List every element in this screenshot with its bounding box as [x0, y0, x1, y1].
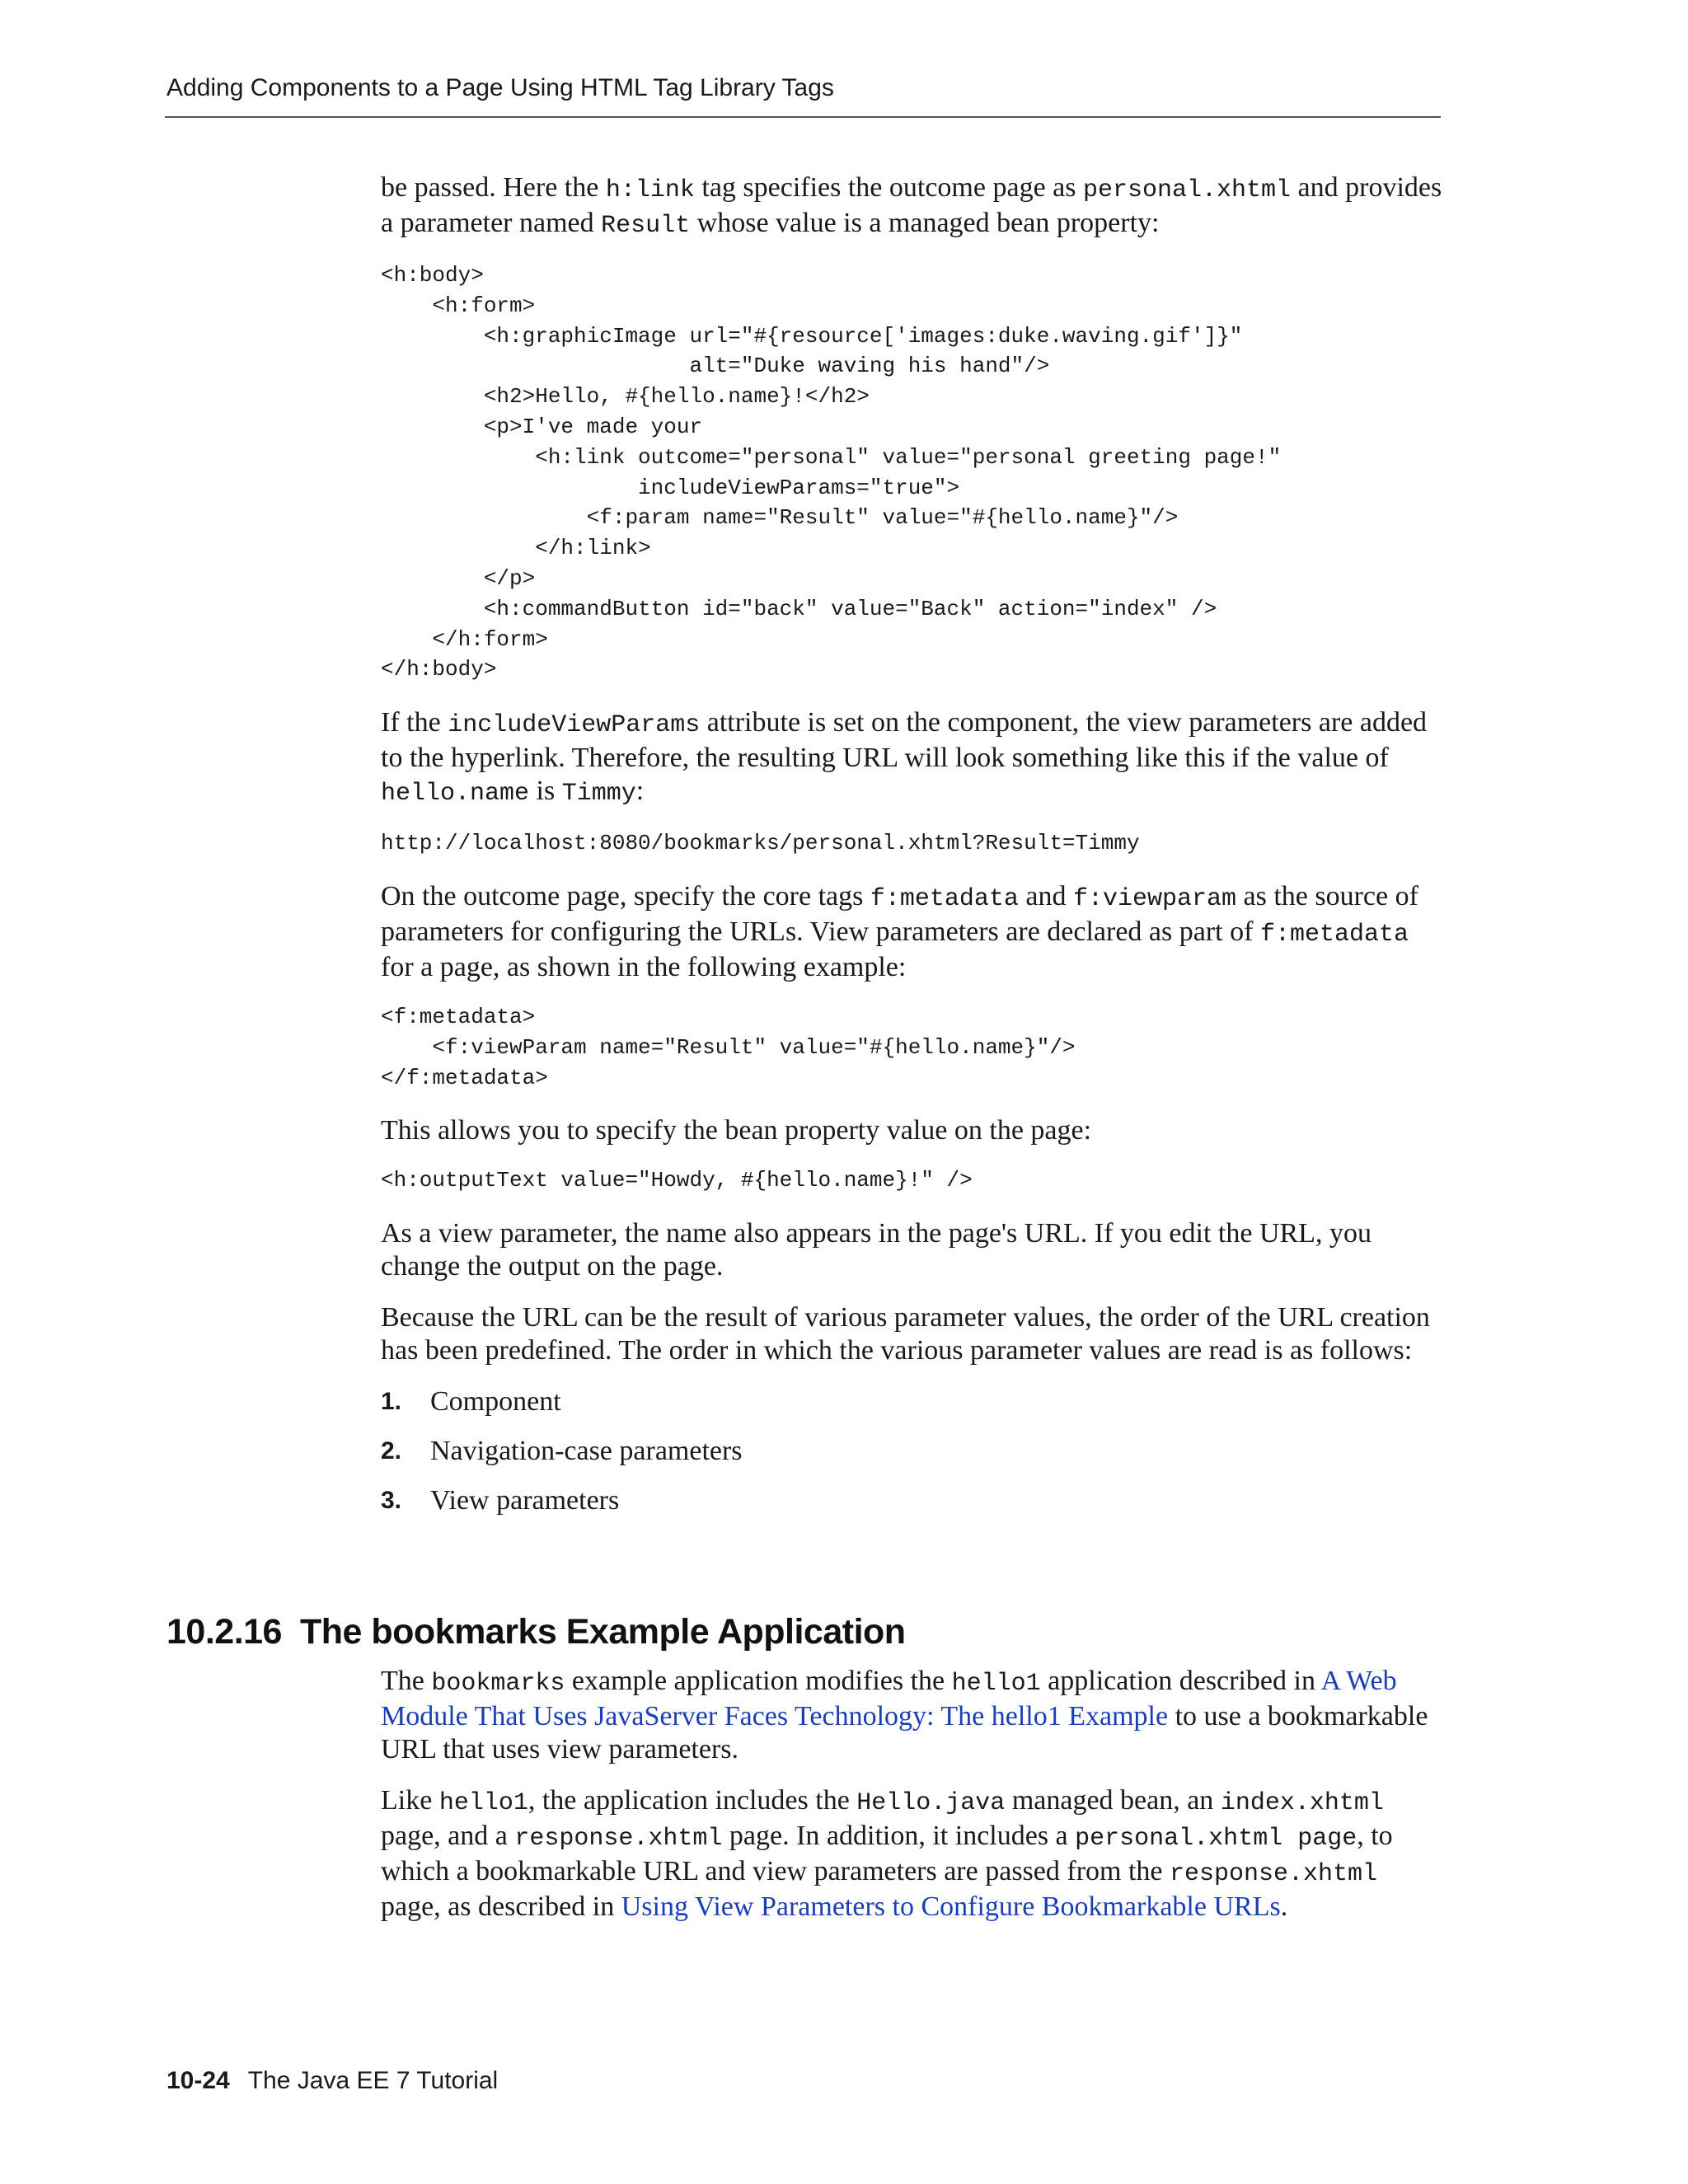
inline-code: personal.xhtml: [1082, 176, 1292, 204]
text-run: be passed. Here the: [381, 172, 606, 203]
code-block-url: http://localhost:8080/bookmarks/personal.xhtml?Result=Timmy: [381, 831, 1140, 856]
text-run: If the: [381, 707, 448, 738]
text-run: , the application includes the: [528, 1785, 857, 1816]
list-item-text: Navigation-case parameters: [430, 1436, 743, 1467]
text-run: whose value is a managed bean property:: [690, 208, 1160, 238]
text-run: to use a bookmarkable URL that uses view parameters.: [381, 1701, 1428, 1765]
text-run: tag specifies the outcome page as: [694, 172, 1083, 203]
parameter-order-list: [381, 1385, 1442, 1517]
inline-code: Timmy: [561, 780, 636, 808]
section-title: The bookmarks Example Application: [299, 1612, 906, 1652]
inline-code: f:metadata: [870, 884, 1019, 913]
inline-code: hello1: [438, 1789, 528, 1817]
text-run: page, and a: [381, 1821, 515, 1851]
section-heading: [166, 1612, 906, 1652]
inline-code: response.xhtml: [514, 1825, 723, 1853]
list-item-text: View parameters: [430, 1485, 620, 1516]
bookmarks-paragraph: [381, 1665, 1442, 1766]
text-run: On the outcome page, specify the core tags: [381, 880, 870, 912]
text-run: , to which a bookmarkable URL and view parameters are passed from the: [381, 1821, 1393, 1886]
intro-paragraph: [381, 171, 1442, 242]
list-item: [381, 1385, 1442, 1418]
code-block-body: <h:body> <h:form> <h:graphicImage url="#{resource['images:duke.waving.gif']}" alt="Duke waving his hand"/> <h2>Hello, #{hello.name}!</h2> <p>I've made your <h:link outcome="personal" value="personal greeting page!" includeViewParams="true"> <f:param name="Result" value="#{hello.name}"/> </h:link> </p> <h:commandButton id="back" value="Back" action="index" /> </h:form> </h:body>: [381, 263, 1282, 682]
list-item-text: Component: [430, 1386, 561, 1418]
text-run: attribute is set on the component, the view parameters are added to the hyperlink. Therefore, the resulting URL will look something like this if the value of: [381, 707, 1428, 774]
text-run: is: [529, 776, 562, 807]
outcome-page-paragraph: [381, 880, 1442, 984]
text-run: Like: [381, 1785, 439, 1816]
list-item: [381, 1484, 1442, 1517]
inline-code: Hello.java: [856, 1789, 1006, 1817]
text-run: .: [1280, 1891, 1288, 1922]
code-block-output-text: <h:outputText value="Howdy, #{hello.name}!" />: [381, 1168, 973, 1193]
text-run: page, as described in: [381, 1891, 621, 1922]
text-run: application described in: [1040, 1666, 1321, 1696]
inline-code: h:link: [605, 176, 695, 204]
list-number: 2.: [381, 1437, 402, 1465]
view-parameter-paragraph: As a view parameter, the name also appears in the page's URL. If you edit the URL, you change the output on the page.: [381, 1218, 1372, 1282]
inline-code: hello.name: [381, 780, 530, 808]
inline-code: includeViewParams: [448, 711, 701, 740]
inline-code: index.xhtml: [1220, 1789, 1384, 1817]
text-run: example application modifies the: [565, 1666, 952, 1696]
inline-code: personal.xhtml page: [1075, 1825, 1357, 1853]
hello1-example-link[interactable]: A Web Module That Uses JavaServer Faces Technology: The hello1 Example: [381, 1666, 1397, 1732]
like-hello1-paragraph: [381, 1784, 1442, 1924]
text-run: page. In addition, it includes a: [722, 1821, 1076, 1851]
inline-code: Result: [601, 212, 691, 240]
code-block-metadata: <f:metadata> <f:viewParam name="Result" value="#{hello.name}"/> </f:metadata>: [381, 1004, 1076, 1090]
include-view-params-paragraph: [381, 706, 1442, 810]
allows-paragraph: This allows you to specify the bean property value on the page:: [381, 1115, 1092, 1146]
inline-code: response.xhtml: [1170, 1860, 1378, 1888]
text-run: as the source of parameters for configuring the URLs. View parameters are declared as part of: [381, 880, 1418, 947]
url-order-paragraph: Because the URL can be the result of various parameter values, the order of the URL creation has been predefined. The order in which the various parameter values are read is as follows:: [381, 1302, 1430, 1366]
section-number: 10.2.16: [166, 1612, 282, 1652]
list-number: 3.: [381, 1487, 402, 1515]
text-run: and provides a parameter named: [381, 172, 1442, 238]
list-item: [381, 1435, 1442, 1468]
inline-code: f:viewparam: [1072, 884, 1237, 913]
running-head: Adding Components to a Page Using HTML Tag Library Tags: [166, 74, 834, 101]
inline-code: hello1: [951, 1670, 1041, 1698]
text-run: and: [1018, 880, 1073, 912]
inline-code: f:metadata: [1259, 920, 1409, 949]
text-run: The: [381, 1666, 432, 1696]
text-run: :: [635, 776, 645, 807]
section-content: [381, 1665, 1442, 1942]
page-number: 10-24: [166, 2067, 230, 2094]
list-number: 1.: [381, 1388, 402, 1416]
inline-code: bookmarks: [431, 1670, 565, 1698]
main-content: [381, 171, 1442, 1534]
text-run: managed bean, an: [1005, 1785, 1221, 1816]
page-footer: [166, 2067, 498, 2095]
book-title: The Java EE 7 Tutorial: [247, 2067, 499, 2094]
text-run: for a page, as shown in the following example:: [381, 951, 907, 982]
view-parameters-link[interactable]: Using View Parameters to Configure Bookmarkable URLs: [621, 1891, 1281, 1922]
header-rule: [165, 116, 1441, 118]
